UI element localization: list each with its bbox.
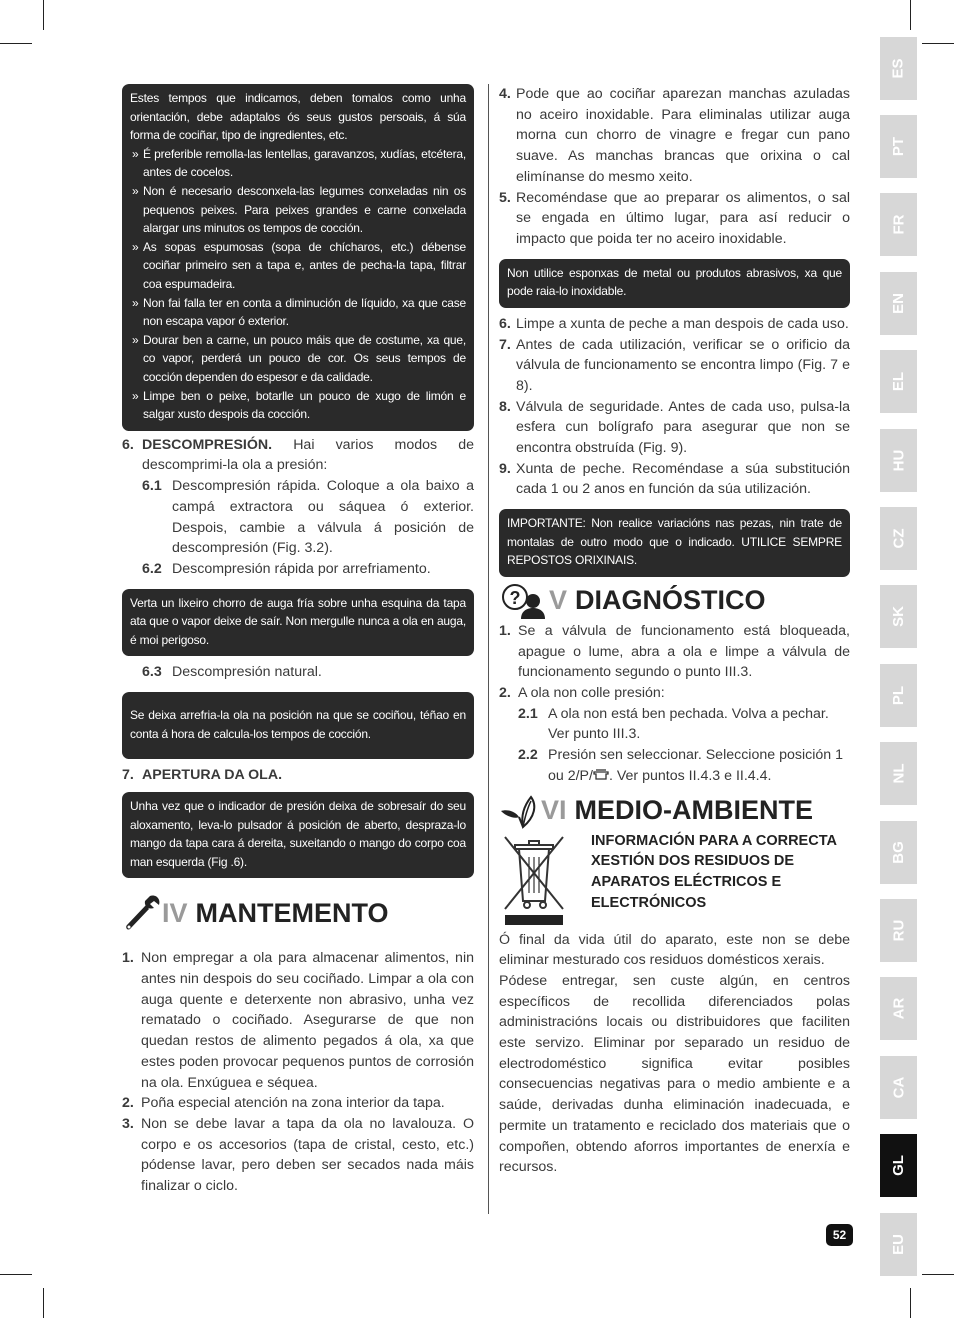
maintenance-list xyxy=(122,948,474,1196)
diagnostico-title: DIAGNÓSTICO xyxy=(575,585,766,616)
crop-mark xyxy=(43,1288,44,1318)
right-column xyxy=(499,84,850,1178)
bullet-item: » É preferible remolla-las lentellas, garavanzos, xudías, etcétera, antes de cocelos. xyxy=(130,145,466,182)
language-tab-en[interactable]: EN xyxy=(880,272,917,335)
section-7-title: APERTURA DA OLA. xyxy=(142,767,283,784)
list-item: 9. Xunta de peche. Recoméndase a súa substitución cada 1 ou 2 anos en función da súa utilización. xyxy=(499,460,850,498)
medio-ambiente-heading: VI MEDIO-AMBIENTE xyxy=(499,793,850,829)
list-item: 4. Pode que ao cociñar aparezan manchas azuladas no aceiro inoxidable. Para eliminalas utilizar auga morna cun chorro de vinagre e fregar cun pano suave. As manchas brancas que orixina o cal elimínanse do mesmo xeito. xyxy=(499,86,850,185)
language-tab-ar[interactable]: AR xyxy=(880,977,917,1040)
diagnostic-list xyxy=(499,621,850,787)
left-column xyxy=(122,84,474,1197)
subsection-2-1: 2.1 A ola non está ben pechada. Volva a pechar. Ver punto III.3. xyxy=(518,705,829,743)
list-item: 5. Recoméndase que ao preparar os alimentos, o sal se engada en último lugar, para así reducir o impacto que poida ter no aceiro inoxidable. xyxy=(499,189,850,247)
question-person-icon xyxy=(499,583,549,619)
language-tab-ca[interactable]: CA xyxy=(880,1056,917,1119)
mantemento-title: MANTEMENTO xyxy=(195,897,389,928)
list-item: 6. Limpe a xunta de peche a man despois de cada uso. xyxy=(499,315,849,332)
weee-info xyxy=(499,831,850,930)
environment-paragraph-2: Pódese entregar, sen custe algún, en centros específicos de recollida diferenciados polas administracións locais ou distribuidores que faciliten este servizo. Eliminar por separado un residuo de electrodoméstico significa evitar posibles consecuencias negativas para o medio ambiente e a saúde, derivadas dunha eliminación inadecuada, e permite un tratamento e reciclado dos materiais que o compoñen, obtendo aforros importantes de enerxía e recursos. xyxy=(499,972,850,1176)
cold-water-note-box: Verta un lixeiro chorro de auga fría sobre unha esquina da tapa ata que o vapor deixe de saír. Non mergulle nunca a ola en auga, é moi perigoso. xyxy=(122,589,474,657)
section-6-number: 6. xyxy=(122,436,134,453)
mantemento-heading: IV MANTEMENTO xyxy=(122,892,474,934)
crop-mark xyxy=(922,43,954,44)
crossed-bin-icon xyxy=(499,831,569,925)
list-item: 1. Se a válvula de funcionamento está bloqueada, apague o lume, abra a ola e limpe a válvula de funcionamento segundo o punto III.3. xyxy=(499,622,850,681)
subsection-6-3: 6.3 Descompresión natural. xyxy=(142,664,322,681)
section-6-intro: Hai varios modos de descomprimi-la ola a presión: xyxy=(142,436,474,474)
language-tab-sk[interactable]: SK xyxy=(880,585,917,648)
section-6-title: DESCOMPRESIÓN. xyxy=(142,436,273,453)
subsection-6-2: 6.2 Descompresión rápida por arrefriamento. xyxy=(142,560,431,577)
crop-mark xyxy=(910,0,911,30)
language-tab-cz[interactable]: CZ xyxy=(880,507,917,570)
important-warning-box: IMPORTANTE: Non realice variacións nas pezas, nin trate de montalas de outro modo que o indicado. UTILICE SEMPRE REPOSTOS ORIXINAIS. xyxy=(499,509,850,577)
intro-bullets xyxy=(130,145,466,424)
bullet-item: » Dourar ben a carne, un pouco máis que de costume, xa que, co vapor, perderá un pouco de cor. Os seus tempos de cocción dependen do espesor e da calidade. xyxy=(130,331,466,387)
language-tab-pt[interactable]: PT xyxy=(880,115,917,178)
language-tab-fr[interactable]: FR xyxy=(880,193,917,256)
crop-mark xyxy=(0,1274,32,1275)
list-item: 7. Antes de cada utilización, verificar se o orificio da válvula de funcionamento se encontra limpo (Fig. 7 e 8). xyxy=(499,336,850,394)
intro-note-text: Estes tempos que indicamos, deben tomalos como unha orientación, debe adaptalos ós seus gustos persoais, á súa forma de cociñar, tipo de ingredientes, etc. xyxy=(130,91,466,143)
maintenance-list-continued xyxy=(499,84,850,250)
subsection-2-2: 2.2 Presión sen seleccionar. Seleccione posición 1 ou 2/P/ . Ver puntos II.4.3 e II.4.4. xyxy=(518,747,843,784)
language-tab-pl[interactable]: PL xyxy=(880,664,917,727)
steam-pot-icon xyxy=(593,768,609,780)
crop-mark xyxy=(0,43,32,44)
language-tab-bg[interactable]: BG xyxy=(880,821,917,884)
subsection-6-1: 6.1 Descompresión rápida. Coloque a ola baixo a campá extractora ou sáquea ó exterior. Despois, cambie a válvula á posición de descompresión (Fig. 3.2). xyxy=(142,478,474,557)
natural-cooling-note-box: Se deixa arrefria-la ola na posición na que se cociñou, téñao en conta á hora de calcula-los tempos de cocción. xyxy=(122,692,474,759)
crop-mark xyxy=(922,1274,954,1275)
page-number: 52 xyxy=(826,1224,853,1246)
list-item: 2. Poña especial atención na zona interior da tapa. xyxy=(122,1095,445,1112)
svg-text:?: ? xyxy=(509,587,521,608)
section-6 xyxy=(122,435,474,580)
medio-ambiente-title: MEDIO-AMBIENTE xyxy=(574,795,814,826)
bullet-item: » Non é necesario desconxela-las legumes conxeladas nin os pequenos peixes. Para peixes grandes e carne conxelada alargar uns minutos os tempos de cocción. xyxy=(130,182,466,238)
column-divider xyxy=(488,84,489,1214)
maintenance-list-continued-2 xyxy=(499,314,850,500)
section-7: 7. APERTURA DA OLA. xyxy=(122,765,474,786)
diagnostico-heading: ? V DIAGNÓSTICO xyxy=(499,583,850,619)
list-item: 1. Non empregar a ola para almacenar alimentos, nin antes nin despois do seu cociñado. Limpar a ola con auga quente e deterxente non abrasivo, unha vez rematado o cociñado. Asegurarse de que non quedan restos de alimento pegados á ola, xa que estes poden provocar pequenos puntos de corrosión na ola. Enxúguea e séquea. xyxy=(122,950,474,1091)
language-tab-el[interactable]: EL xyxy=(880,350,917,413)
abrasive-warning-box: Non utilice esponxas de metal ou produtos abrasivos, xa que pode raia-lo inoxidable. xyxy=(499,259,850,308)
language-tab-nl[interactable]: NL xyxy=(880,742,917,805)
language-tab-es[interactable]: ES xyxy=(880,37,917,100)
language-tab-eu[interactable]: EU xyxy=(880,1213,917,1276)
weee-info-title: INFORMACIÓN PARA A CORRECTA XESTIÓN DOS RESIDUOS DE APARATOS ELÉCTRICOS E ELECTRÓNICOS xyxy=(591,832,837,911)
crop-mark xyxy=(43,0,44,30)
intro-note-box xyxy=(122,84,474,431)
opening-note-box: Unha vez que o indicador de presión deixa de sobresaír do seu aloxamento, leva-lo pulsador á posición de aberto, despraza-lo mango da tapa cara á dereita, suxeitando o mango do corpo coa man esquerda (Fig .6). xyxy=(122,792,474,878)
bullet-item: » Limpe ben o peixe, botarlle un pouco de xugo de limón e salgar xusto despois da cocción. xyxy=(130,387,466,424)
environment-paragraph-1: Ó final da vida útil do aparato, este non se debe eliminar mesturado cos residuos domésticos xerais. xyxy=(499,931,850,969)
bullet-item: » As sopas espumosas (sopa de chícharos, etc.) débense cociñar primeiro sen a tapa e, antes de pecha-la tapa, filtrar coa espumadeira. xyxy=(130,238,466,294)
crop-mark xyxy=(910,1288,911,1318)
list-item: 8. Válvula de seguridade. Antes de cada uso, pulsa-la esfera cun bolígrafo para asegurar que non se encontra obstruída (Fig. 9). xyxy=(499,398,850,457)
list-item: 3. Non se debe lavar a tapa da ola no lavalouza. O corpo e os accesorios (tapa de cristal, cesto, etc.) pódense lavar, pero deben ser secados nada máis finalizar o ciclo. xyxy=(122,1115,474,1195)
language-tab-ru[interactable]: RU xyxy=(880,899,917,962)
bullet-item: » Non fai falla ter en conta a diminución de líquido, xa que case non escapa vapor ó exterior. xyxy=(130,294,466,331)
language-tab-gl-active[interactable]: GL xyxy=(880,1134,917,1197)
list-item: 2. A ola non colle presión: xyxy=(499,685,665,702)
language-tab-hu[interactable]: HU xyxy=(880,429,917,492)
leaf-icon xyxy=(499,793,541,829)
environment-text xyxy=(499,930,850,1178)
wrench-icon xyxy=(122,892,162,934)
